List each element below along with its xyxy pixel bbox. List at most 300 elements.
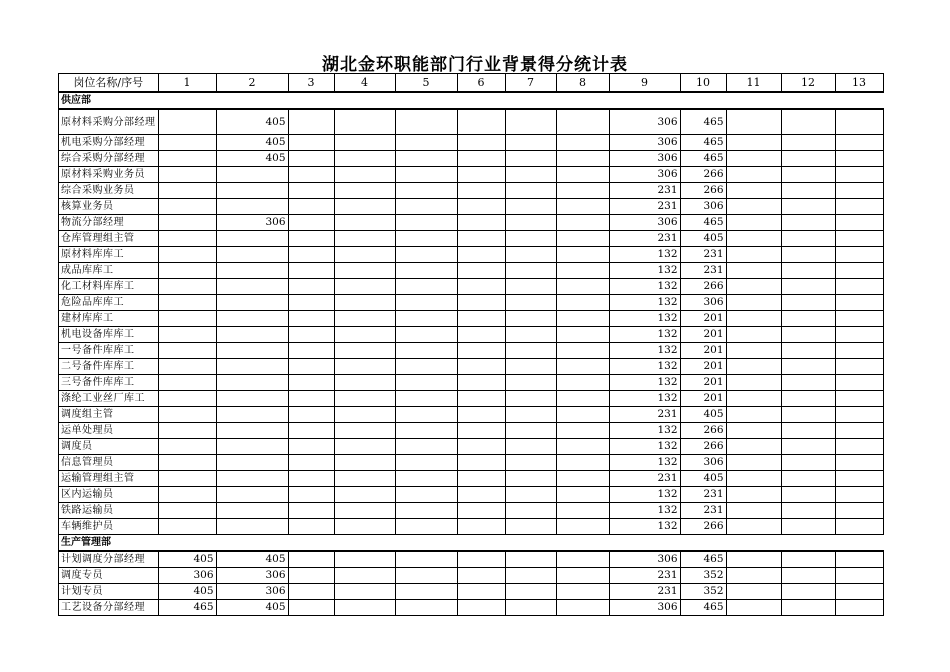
score-cell (395, 568, 457, 584)
score-cell (505, 295, 556, 311)
score-cell (505, 327, 556, 343)
score-cell (781, 439, 835, 455)
table-row (59, 519, 884, 535)
score-cell (505, 407, 556, 423)
score-cell: 465 (680, 600, 726, 616)
score-cell (505, 503, 556, 519)
score-cell (457, 568, 505, 584)
score-cell (288, 519, 334, 535)
score-cell (216, 231, 288, 247)
score-cell: 306 (609, 151, 680, 167)
score-cell: 306 (680, 295, 726, 311)
score-cell (395, 151, 457, 167)
score-cell (158, 311, 216, 327)
score-cell: 405 (216, 109, 288, 135)
score-cell: 306 (158, 568, 216, 584)
score-cell (395, 471, 457, 487)
score-cell (556, 199, 609, 215)
score-cell: 266 (680, 167, 726, 183)
position-name: 建材库库工 (59, 311, 159, 327)
section-header (59, 92, 884, 109)
score-cell (835, 503, 883, 519)
score-cell (288, 343, 334, 359)
score-cell (457, 151, 505, 167)
position-name: 车辆维护员 (59, 519, 159, 535)
score-cell: 132 (609, 327, 680, 343)
table-row (59, 568, 884, 584)
score-cell (556, 359, 609, 375)
score-cell (288, 215, 334, 231)
score-cell (781, 584, 835, 600)
score-cell (216, 279, 288, 295)
score-cell (556, 279, 609, 295)
score-cell: 465 (680, 151, 726, 167)
score-cell (334, 295, 395, 311)
score-cell (556, 471, 609, 487)
header-col-12: 12 (781, 74, 835, 93)
score-cell (216, 311, 288, 327)
score-cell (395, 343, 457, 359)
table-row (59, 439, 884, 455)
score-cell (781, 551, 835, 568)
score-cell (288, 327, 334, 343)
score-cell (556, 343, 609, 359)
position-name: 机电设备库库工 (59, 327, 159, 343)
score-cell (556, 327, 609, 343)
score-cell (395, 263, 457, 279)
score-cell (835, 199, 883, 215)
position-name: 三号备件库库工 (59, 375, 159, 391)
score-cell (556, 231, 609, 247)
score-cell (288, 231, 334, 247)
score-cell: 405 (216, 600, 288, 616)
score-cell (556, 295, 609, 311)
score-cell (334, 327, 395, 343)
score-cell (288, 359, 334, 375)
score-cell (835, 279, 883, 295)
score-cell (288, 279, 334, 295)
score-cell (781, 183, 835, 199)
score-cell (835, 375, 883, 391)
position-name: 调度组主管 (59, 407, 159, 423)
section-name: 生产管理部 (59, 535, 884, 552)
score-cell (334, 519, 395, 535)
position-name: 信息管理员 (59, 455, 159, 471)
score-cell (505, 109, 556, 135)
score-cell (505, 375, 556, 391)
score-cell (781, 263, 835, 279)
header-col-7: 7 (505, 74, 556, 93)
header-row (59, 74, 884, 93)
score-cell (835, 343, 883, 359)
score-cell (395, 109, 457, 135)
score-cell (334, 391, 395, 407)
score-cell (395, 199, 457, 215)
score-cell (158, 135, 216, 151)
score-cell (835, 151, 883, 167)
score-cell (158, 487, 216, 503)
score-cell (556, 519, 609, 535)
score-cell (288, 487, 334, 503)
score-cell (334, 263, 395, 279)
score-cell (457, 375, 505, 391)
score-cell (158, 423, 216, 439)
score-cell: 306 (680, 455, 726, 471)
header-col-13: 13 (835, 74, 883, 93)
score-cell (726, 600, 781, 616)
score-cell (334, 439, 395, 455)
score-cell (334, 600, 395, 616)
score-cell (835, 263, 883, 279)
score-cell (726, 311, 781, 327)
score-cell: 132 (609, 519, 680, 535)
score-cell (216, 471, 288, 487)
score-cell (395, 407, 457, 423)
table-row (59, 343, 884, 359)
score-cell (158, 247, 216, 263)
score-cell (835, 311, 883, 327)
score-cell (457, 135, 505, 151)
score-cell (395, 231, 457, 247)
score-cell (835, 439, 883, 455)
score-cell (395, 519, 457, 535)
score-cell (835, 359, 883, 375)
score-cell (395, 167, 457, 183)
score-cell (334, 279, 395, 295)
score-cell (726, 407, 781, 423)
score-cell: 306 (609, 167, 680, 183)
score-cell (395, 439, 457, 455)
score-cell (457, 199, 505, 215)
score-cell: 306 (609, 135, 680, 151)
score-cell (158, 109, 216, 135)
score-cell (781, 231, 835, 247)
table-row (59, 455, 884, 471)
header-col-1: 1 (158, 74, 216, 93)
score-cell (395, 327, 457, 343)
score-cell (781, 151, 835, 167)
score-cell (726, 327, 781, 343)
score-cell (334, 551, 395, 568)
score-cell (334, 359, 395, 375)
score-cell (726, 455, 781, 471)
table-row (59, 391, 884, 407)
score-cell (457, 295, 505, 311)
score-cell (781, 135, 835, 151)
score-cell (726, 135, 781, 151)
score-cell (505, 343, 556, 359)
score-cell (726, 215, 781, 231)
score-cell (835, 109, 883, 135)
score-cell (781, 568, 835, 584)
score-cell (395, 295, 457, 311)
score-cell (216, 487, 288, 503)
score-cell (781, 375, 835, 391)
score-cell (158, 327, 216, 343)
score-cell (288, 455, 334, 471)
score-cell (556, 135, 609, 151)
score-cell: 306 (609, 551, 680, 568)
score-cell (505, 311, 556, 327)
score-cell (556, 311, 609, 327)
score-cell (216, 263, 288, 279)
score-cell (457, 247, 505, 263)
header-col-8: 8 (556, 74, 609, 93)
table-row (59, 584, 884, 600)
score-cell (726, 151, 781, 167)
score-cell (726, 183, 781, 199)
score-cell (835, 391, 883, 407)
score-cell (216, 503, 288, 519)
score-cell (556, 439, 609, 455)
score-cell (158, 215, 216, 231)
position-name: 运输管理组主管 (59, 471, 159, 487)
score-cell (158, 503, 216, 519)
score-cell (835, 407, 883, 423)
score-cell (216, 375, 288, 391)
score-cell (395, 359, 457, 375)
score-cell (556, 551, 609, 568)
table-row (59, 471, 884, 487)
score-cell (216, 423, 288, 439)
score-cell (457, 519, 505, 535)
score-cell (835, 584, 883, 600)
score-cell (216, 439, 288, 455)
score-cell (726, 551, 781, 568)
score-cell (505, 199, 556, 215)
score-cell: 306 (216, 568, 288, 584)
header-position-name: 岗位名称/序号 (59, 74, 159, 93)
position-name: 二号备件库库工 (59, 359, 159, 375)
score-cell (505, 600, 556, 616)
score-cell (781, 215, 835, 231)
score-cell (216, 519, 288, 535)
score-cell (395, 311, 457, 327)
header-col-10: 10 (680, 74, 726, 93)
score-cell (556, 151, 609, 167)
score-cell (835, 167, 883, 183)
section-header (59, 535, 884, 552)
score-cell (216, 167, 288, 183)
position-name: 计划调度分部经理 (59, 551, 159, 568)
score-cell (334, 183, 395, 199)
score-cell: 132 (609, 295, 680, 311)
score-cell (556, 487, 609, 503)
score-cell (505, 263, 556, 279)
score-cell (505, 471, 556, 487)
score-cell: 201 (680, 359, 726, 375)
score-cell (835, 135, 883, 151)
table-row (59, 199, 884, 215)
score-cell (457, 487, 505, 503)
score-cell (158, 359, 216, 375)
score-cell (457, 423, 505, 439)
score-cell (505, 568, 556, 584)
score-cell (781, 600, 835, 616)
score-cell (457, 471, 505, 487)
score-cell (835, 551, 883, 568)
score-cell: 231 (609, 183, 680, 199)
score-cell (781, 247, 835, 263)
score-cell (726, 568, 781, 584)
score-cell (395, 584, 457, 600)
score-cell (556, 407, 609, 423)
score-cell (334, 584, 395, 600)
position-name: 原材料库库工 (59, 247, 159, 263)
score-cell (288, 375, 334, 391)
score-cell (781, 487, 835, 503)
score-cell (505, 439, 556, 455)
score-cell (457, 231, 505, 247)
score-cell (781, 519, 835, 535)
score-cell: 132 (609, 439, 680, 455)
score-cell (505, 455, 556, 471)
score-cell: 201 (680, 311, 726, 327)
score-cell (457, 551, 505, 568)
score-cell (726, 295, 781, 311)
score-cell: 132 (609, 263, 680, 279)
score-cell (781, 279, 835, 295)
score-cell (288, 183, 334, 199)
score-cell (334, 407, 395, 423)
score-cell: 266 (680, 519, 726, 535)
score-cell (457, 600, 505, 616)
score-cell (835, 455, 883, 471)
score-cell (158, 151, 216, 167)
score-cell (457, 407, 505, 423)
score-cell (158, 263, 216, 279)
score-cell (505, 151, 556, 167)
score-cell (726, 247, 781, 263)
score-cell (216, 455, 288, 471)
score-cell (158, 183, 216, 199)
position-name: 核算业务员 (59, 199, 159, 215)
score-cell: 306 (609, 600, 680, 616)
score-cell (556, 167, 609, 183)
table-row (59, 263, 884, 279)
score-cell (781, 391, 835, 407)
score-cell (781, 471, 835, 487)
score-cell (395, 600, 457, 616)
position-name: 原材料采购分部经理 (59, 109, 159, 135)
score-cell (556, 455, 609, 471)
score-cell (158, 343, 216, 359)
score-cell (835, 183, 883, 199)
score-table (58, 73, 884, 616)
score-cell (726, 343, 781, 359)
header-col-2: 2 (216, 74, 288, 93)
score-cell (781, 295, 835, 311)
table-row (59, 327, 884, 343)
score-cell (158, 279, 216, 295)
position-name: 仓库管理组主管 (59, 231, 159, 247)
score-cell (158, 471, 216, 487)
score-cell (158, 199, 216, 215)
score-cell (457, 439, 505, 455)
score-cell (216, 183, 288, 199)
score-cell (395, 183, 457, 199)
score-cell (505, 167, 556, 183)
score-cell (288, 167, 334, 183)
score-cell (726, 423, 781, 439)
score-cell (334, 455, 395, 471)
score-cell: 405 (216, 135, 288, 151)
score-cell (505, 231, 556, 247)
table-row (59, 487, 884, 503)
score-cell (457, 263, 505, 279)
score-cell (334, 375, 395, 391)
score-cell (781, 109, 835, 135)
score-cell (457, 311, 505, 327)
score-cell (726, 375, 781, 391)
score-cell (556, 568, 609, 584)
score-cell (835, 487, 883, 503)
score-cell (835, 295, 883, 311)
score-cell (505, 551, 556, 568)
score-cell (556, 600, 609, 616)
sheet-title: 湖北金环职能部门行业背景得分统计表 (322, 55, 628, 75)
position-name: 机电采购分部经理 (59, 135, 159, 151)
score-cell (781, 327, 835, 343)
position-name: 一号备件库库工 (59, 343, 159, 359)
score-cell: 266 (680, 279, 726, 295)
score-cell (334, 423, 395, 439)
table-row (59, 551, 884, 568)
score-cell (457, 215, 505, 231)
score-cell (334, 135, 395, 151)
score-cell (158, 455, 216, 471)
score-cell (505, 247, 556, 263)
score-cell (395, 279, 457, 295)
score-cell (505, 519, 556, 535)
score-cell (781, 359, 835, 375)
score-cell (288, 247, 334, 263)
position-name: 化工材料库库工 (59, 279, 159, 295)
score-cell: 132 (609, 375, 680, 391)
score-cell: 405 (158, 584, 216, 600)
score-cell (395, 503, 457, 519)
score-cell: 352 (680, 584, 726, 600)
score-cell (216, 391, 288, 407)
position-name: 工艺设备分部经理 (59, 600, 159, 616)
score-cell: 132 (609, 343, 680, 359)
score-cell (288, 263, 334, 279)
score-cell: 132 (609, 487, 680, 503)
score-cell: 405 (680, 471, 726, 487)
score-cell (288, 407, 334, 423)
score-cell (334, 199, 395, 215)
score-cell: 132 (609, 503, 680, 519)
position-name: 综合采购分部经理 (59, 151, 159, 167)
header-col-4: 4 (334, 74, 395, 93)
score-cell (835, 215, 883, 231)
score-cell: 132 (609, 311, 680, 327)
score-cell (288, 551, 334, 568)
score-cell (288, 109, 334, 135)
score-cell: 405 (216, 151, 288, 167)
position-name: 调度专员 (59, 568, 159, 584)
score-cell: 132 (609, 391, 680, 407)
score-cell (835, 327, 883, 343)
score-cell (288, 568, 334, 584)
score-cell (457, 359, 505, 375)
score-cell (835, 247, 883, 263)
score-cell: 201 (680, 343, 726, 359)
position-name: 涤纶工业丝厂库工 (59, 391, 159, 407)
score-cell (288, 295, 334, 311)
position-name: 原材料采购业务员 (59, 167, 159, 183)
score-cell (334, 568, 395, 584)
